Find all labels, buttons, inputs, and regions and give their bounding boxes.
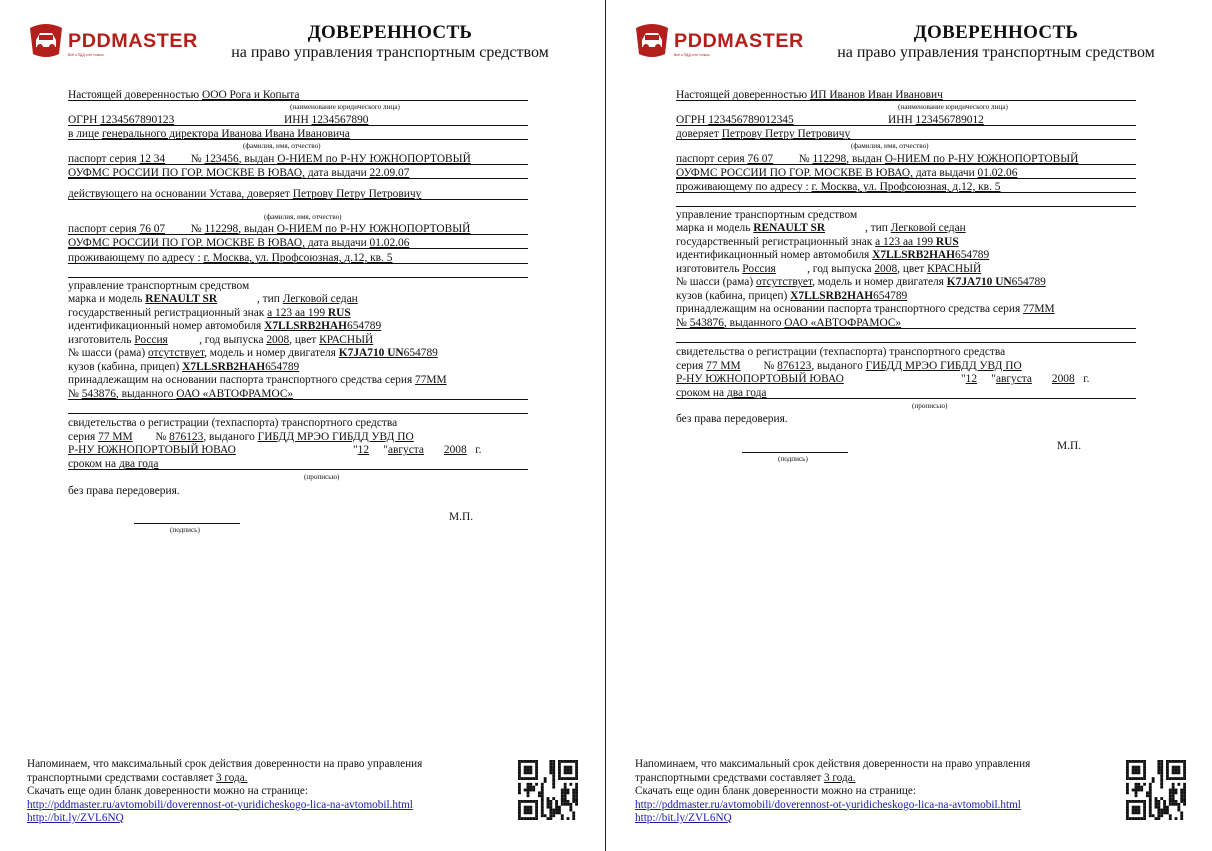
passport-line: паспорт серия 76 07 № 112298, выдан О-НИЕМ по Р-НУ ЮЖНОПОРТОВЫЙ — [676, 153, 1079, 165]
caption-fio: (фамилия, имя, отчество) — [243, 142, 321, 150]
caption-entity: (наименование юридического лица) — [290, 103, 400, 111]
link-full[interactable]: http://pddmaster.ru/avtomobili/doverennost-ot-yuridicheskogo-lica-na-avtomobil.html — [27, 798, 413, 811]
registration-heading: свидетельства о регистрации (техпаспорта) транспортного средства — [676, 346, 1006, 358]
car-emblem-icon — [632, 20, 672, 60]
plate-line: государственный регистрационный знак а 123 аа 199 RUS — [68, 307, 351, 319]
registration-heading: свидетельства о регистрации (техпаспорта) транспортного средства — [68, 417, 398, 429]
ogrn-inn-line: ОГРН 123456789012345 — [676, 114, 794, 126]
pddmaster-logo — [26, 20, 198, 68]
signature-line — [134, 523, 240, 524]
basis-line: действующего на основании Устава, доверяет Петрову Петру Петровичу — [68, 188, 422, 200]
passport-1-line: паспорт серия 12 34 № 123456, выдан О-НИЕМ по Р-НУ ЮЖНОПОРТОВЫЙ — [68, 153, 471, 165]
document-subtitle: на право управления транспортным средством — [837, 44, 1155, 61]
grantor-name: ИП Иванов Иван Иванович — [810, 89, 943, 101]
ogrn-value: 1234567890123 — [100, 114, 175, 126]
registration-date: "12 "августа 2008 г. — [961, 373, 1090, 385]
term-line: сроком на два года — [676, 387, 767, 399]
trustee-line: доверяет Петрову Петру Петровичу — [676, 128, 851, 140]
chassis-engine-line: № шасси (рама) отсутствует, модель и номер двигателя K7JA710 UN654789 — [676, 276, 1046, 288]
qr-code-icon — [1126, 760, 1186, 820]
pts-line: принадлежащим на основании паспорта транспортного средства серия 77ММ — [676, 303, 1055, 315]
stamp-place: М.П. — [1057, 440, 1082, 452]
right-form: PDDMASTER Всё о ПДД и не только ДОВЕРЕННОСТЬ на право управления транспортным средством Настоящей доверенностью ИП Иванов Иван Иванович (наименование юридического лица) ОГРН 123456789012345 ИНН 123456789012 доверяет Петрову Петру Петровичу (фамилия, имя, отчество) паспорт серия 76 07 № 112298, выдан О-НИЕМ по Р-НУ ЮЖНОПОРТОВЫЙ ОУФМС РОССИИ ПО ГОР. МОСКВЕ В ЮВАО, дата выдачи 01.02.06 проживающему по адресу : г. Москва, ул. Профсоюзная, д.12, кв. 5 управление транспортным средством марка и модель RENAULT SR , тип Легковой седан государственный регистрационный знак а 123 аа 199 RUS идентификационный номер автомобиля X7LLSRB2HAH654789 изготовитель Россия , год выпуска 2008, цвет КРАСНЫЙ № шасси (рама) отсутствует, модель и номер двигателя K7JA710 UN654789 кузов (кабина, прицеп) X7LLSRB2HAH654789 принадлежащим на основании паспорта транспортного средства серия 77ММ № 543876, выданного ОАО «АВТОФРАМОС» свидетельства о регистрации (техпаспорта) транспортного средства серия 77 ММ № 876123, выданого ГИБДД МРЭО ГИБДД УВД ПО Р-НУ ЮЖНОПОРТОВЫЙ ЮВАО "12 "августа 2008 г. сроком на два года (прописью) без права передоверия. (подпись) М.П. Напоминаем, что максимальный срок действия доверенности на право управления транспортными средствами составляет 3 года. Скачать еще один бланк доверенности можно на странице: http://pddmaster.ru/avtomobili/doverennost-ot-yuridicheskogo-lica-na-avtomobil.html http://bit.ly/ZVL6NQ — [606, 0, 1212, 851]
registration-line: серия 77 ММ № 876123, выданого ГИБДД МРЭО ГИБДД УВД ПО — [676, 360, 1022, 372]
grantor-name: ООО Рога и Копыта — [202, 89, 300, 101]
no-transfer-note: без права передоверия. — [68, 485, 180, 497]
logo-tagline: Всё о ПДД и не только — [68, 53, 104, 57]
vin-line: идентификационный номер автомобиля X7LLSRB2HAH654789 — [676, 249, 990, 261]
address-line: проживающему по адресу : г. Москва, ул. Профсоюзная, д.12, кв. 5 — [68, 252, 393, 264]
model-line: марка и модель RENAULT SR , тип Легковой седан — [676, 222, 966, 234]
footer-note: Напоминаем, что максимальный срок действия доверенности на право управления транспортными средствами составляет 3 года. Скачать еще один бланк доверенности можно на странице: http://pddmaster.ru/avtomobili/doverennost-ot-yuridicheskogo-lica-na-avtomobil.html http://bit.ly/ZVL6NQ — [27, 758, 487, 826]
trustee-name: Петрову Петру Петровичу — [721, 128, 851, 140]
qr-code-icon — [518, 760, 578, 820]
car-emblem-icon — [26, 20, 66, 60]
link-short[interactable]: http://bit.ly/ZVL6NQ — [635, 812, 732, 824]
registration-date: "12 "августа 2008 г. — [353, 444, 482, 456]
logo-tagline: Всё о ПДД и не только — [674, 53, 710, 57]
signature-line — [742, 452, 848, 453]
logo-wordmark: PDDMASTER — [68, 31, 198, 52]
chassis-engine-line: № шасси (рама) отсутствует, модель и номер двигателя K7JA710 UN654789 — [68, 347, 438, 359]
inn-value: 1234567890 — [311, 114, 369, 126]
document-subtitle: на право управления транспортным средством — [231, 44, 549, 61]
passport-2-line: паспорт серия 76 07 № 112298, выдан О-НИЕМ по Р-НУ ЮЖНОПОРТОВЫЙ — [68, 223, 471, 235]
representative-name: генерального директора Иванова Ивана Ивановича — [102, 128, 350, 140]
body-line: кузов (кабина, прицеп) X7LLSRB2HAH654789 — [676, 290, 908, 302]
link-short[interactable]: http://bit.ly/ZVL6NQ — [27, 812, 124, 824]
model-line: марка и модель RENAULT SR , тип Легковой седан — [68, 293, 358, 305]
document-title: ДОВЕРЕННОСТЬ — [307, 22, 473, 43]
vehicle-section-heading: управление транспортным средством — [676, 209, 858, 221]
vehicle-section-heading: управление транспортным средством — [68, 280, 250, 292]
grantor-line: Настоящей доверенностью ИП Иванов Иван Иванович — [676, 89, 943, 101]
stamp-place: М.П. — [449, 511, 474, 523]
footer-note: Напоминаем, что максимальный срок действия доверенности на право управления транспортными средствами составляет 3 года. Скачать еще один бланк доверенности можно на странице: http://pddmaster.ru/avtomobili/doverennost-ot-yuridicheskogo-lica-na-avtomobil.html http://bit.ly/ZVL6NQ — [635, 758, 1095, 826]
pddmaster-logo — [632, 20, 804, 68]
link-full[interactable]: http://pddmaster.ru/avtomobili/doverennost-ot-yuridicheskogo-lica-na-avtomobil.html — [635, 798, 1021, 811]
logo-wordmark: PDDMASTER — [674, 31, 804, 52]
term-line: сроком на два года — [68, 458, 159, 470]
plate-line: государственный регистрационный знак а 123 аа 199 RUS — [676, 236, 959, 248]
body-line: кузов (кабина, прицеп) X7LLSRB2HAH654789 — [68, 361, 300, 373]
vin-line: идентификационный номер автомобиля X7LLSRB2HAH654789 — [68, 320, 382, 332]
registration-line: серия 77 ММ № 876123, выданого ГИБДД МРЭО ГИБДД УВД ПО — [68, 431, 414, 443]
left-form: PDDMASTER Всё о ПДД и не только ДОВЕРЕННОСТЬ на право управления транспортным средством Настоящей доверенностью ООО Рога и Копыта (наименование юридического лица) ОГРН 1234567890123 ИНН 1234567890 в лице генерального директора Иванова Ивана Ивановича (фамилия, имя, отчество) паспорт серия 12 34 № 123456, выдан О-НИЕМ по Р-НУ ЮЖНОПОРТОВЫЙ ОУФМС РОССИИ ПО ГОР. МОСКВЕ В ЮВАО, дата выдачи 22.09.07 действующего на основании Устава, доверяет Петрову Петру Петровичу (фамилия, имя, отчество) паспорт серия 76 07 № 112298, выдан О-НИЕМ по Р-НУ ЮЖНОПОРТОВЫЙ ОУФМС РОССИИ ПО ГОР. МОСКВЕ В ЮВАО, дата выдачи 01.02.06 проживающему по адресу : г. Москва, ул. Профсоюзная, д.12, кв. 5 управление транспортным средством марка и модель RENAULT SR , тип Легковой седан государственный регистрационный знак а 123 аа 199 RUS идентификационный номер автомобиля X7LLSRB2HAH654789 изготовитель Россия , год выпуска 2008, цвет КРАСНЫЙ № шасси (рама) отсутствует, модель и номер двигателя K7JA710 UN654789 кузов (кабина, прицеп) X7LLSRB2HAH654789 принадлежащим на основании паспорта транспортного средства серия 77ММ № 543876, выданного ОАО «АВТОФРАМОС» свидетельства о регистрации (техпаспорта) транспортного средства серия 77 ММ № 876123, выданого ГИБДД МРЭО ГИБДД УВД ПО Р-НУ ЮЖНОПОРТОВЫЙ ЮВАО "12 "августа 2008 г. сроком на два года (прописью) без права передоверия. (подпись) М.П. Напоминаем, что максимальный срок действия доверенности на право управления транспортными средствами составляет 3 года. Скачать еще один бланк доверенности можно на странице: http://pddmaster.ru/avtomobili/doverennost-ot-yuridicheskogo-lica-na-avtomobil.html http://bit.ly/ZVL6NQ — [0, 0, 606, 851]
representative-line: в лице генерального директора Иванова Ивана Ивановича — [68, 128, 350, 140]
address-line: проживающему по адресу : г. Москва, ул. Профсоюзная, д.12, кв. 5 — [676, 181, 1001, 193]
trustee-name: Петрову Петру Петровичу — [292, 188, 422, 200]
address-value: г. Москва, ул. Профсоюзная, д.12, кв. 5 — [203, 252, 393, 264]
pts-line: принадлежащим на основании паспорта транспортного средства серия 77ММ — [68, 374, 447, 386]
maker-line: изготовитель Россия , год выпуска 2008, цвет КРАСНЫЙ — [68, 334, 374, 346]
ogrn-inn-line: ОГРН 1234567890123 — [68, 114, 175, 126]
no-transfer-note: без права передоверия. — [676, 413, 788, 425]
maker-line: изготовитель Россия , год выпуска 2008, цвет КРАСНЫЙ — [676, 263, 982, 275]
document-title: ДОВЕРЕННОСТЬ — [913, 22, 1079, 43]
grantor-line: Настоящей доверенностью ООО Рога и Копыта — [68, 89, 300, 101]
